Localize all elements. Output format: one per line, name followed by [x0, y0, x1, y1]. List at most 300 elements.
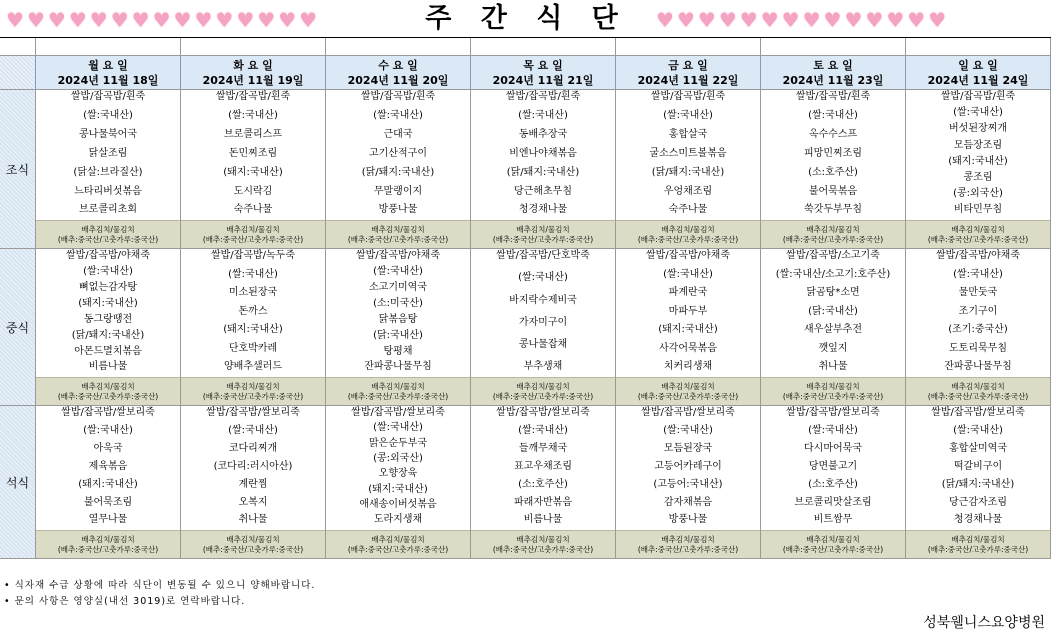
heart-icon: ♥	[907, 8, 926, 32]
menu-item: 바지락수제비국	[509, 294, 577, 306]
menu-items	[181, 90, 325, 220]
menu-item: 버섯된장찌개	[949, 123, 1007, 135]
menu-items	[616, 406, 760, 530]
day-header	[181, 56, 326, 90]
kimchi-note	[36, 530, 180, 558]
menu-items	[616, 90, 760, 220]
menu-cell	[761, 90, 906, 249]
menu-items	[906, 249, 1050, 377]
menu-item: 쌀밥/잡곡밥/흰죽	[940, 91, 1016, 102]
heart-icon: ♥	[865, 8, 884, 32]
menu-cell	[326, 249, 471, 406]
menu-item: (돼지:국내산)	[223, 324, 283, 336]
heart-icon: ♥	[823, 8, 842, 32]
heart-icon: ♥	[656, 8, 674, 32]
menu-cell	[906, 406, 1051, 559]
menu-cell	[471, 249, 616, 406]
menu-item: 열무나물	[88, 514, 128, 526]
menu-cell	[471, 406, 616, 559]
menu-item: 불어묵볶음	[808, 185, 858, 197]
kimchi-origin: (배추:중국산/고춧가루:중국산)	[57, 391, 159, 401]
menu-item: 근대국	[383, 128, 413, 140]
menu-item: 감자채볶음	[663, 496, 713, 508]
menu-item: 모듬장조림	[953, 139, 1003, 151]
menu-item: (돼지:국내산)	[223, 166, 283, 178]
menu-items	[906, 406, 1050, 530]
menu-item: (돼지:국내산)	[368, 483, 428, 495]
day-header	[616, 56, 761, 90]
menu-item: 새우살부추전	[804, 324, 862, 336]
kimchi-origin: (배추:중국산/고춧가루:중국산)	[347, 544, 449, 554]
heart-icon: ♥	[6, 8, 24, 32]
kimchi-origin: (배추:중국산/고춧가루:중국산)	[347, 391, 449, 401]
menu-item: (쌀:국내산)	[518, 109, 568, 121]
kimchi-name: 배추김치/물김치	[806, 535, 860, 544]
menu-item: (쌀:국내산)	[953, 424, 1003, 436]
kimchi-note	[326, 220, 470, 248]
menu-item: 돈까스	[238, 305, 268, 317]
menu-item: 동그랑땡전	[83, 313, 133, 325]
menu-item: (쌀:국내산)	[953, 268, 1003, 280]
menu-item: 무말랭이지	[373, 185, 423, 197]
menu-item: (쌀:국내산)	[373, 422, 423, 434]
menu-cell	[36, 249, 181, 406]
menu-item: 오복지	[238, 496, 268, 508]
menu-item: 쑥갓두부무침	[804, 204, 862, 216]
menu-item: (닭/돼지:국내산)	[361, 166, 435, 178]
kimchi-note	[616, 530, 760, 558]
day-name: 토 요 일	[813, 58, 853, 72]
kimchi-note	[761, 530, 905, 558]
menu-item: 쌀밥/잡곡밥/쌀보리죽	[496, 407, 590, 418]
menu-item: 애새송이버섯볶음	[359, 499, 437, 511]
menu-item: 쌀밥/잡곡밥/쌀보리죽	[641, 407, 735, 418]
heart-icon: ♥	[68, 8, 87, 32]
menu-item: 쌀밥/잡곡밥/쌀보리죽	[61, 407, 155, 418]
menu-item: 느타리버섯볶음	[74, 185, 142, 197]
kimchi-name: 배추김치/물김치	[951, 535, 1005, 544]
menu-cell	[761, 249, 906, 406]
menu-item: 다시마어묵국	[804, 442, 862, 454]
heart-icon: ♥	[781, 8, 800, 32]
menu-item: (고등어:국내산)	[653, 478, 723, 490]
menu-item: 청경채나물	[518, 204, 568, 216]
kimchi-name: 배추김치/물김치	[661, 535, 715, 544]
notes	[4, 578, 315, 610]
kimchi-note	[36, 220, 180, 248]
kimchi-note	[181, 220, 325, 248]
menu-item: 당근해초무침	[514, 185, 572, 197]
kimchi-name: 배추김치/물김치	[516, 535, 570, 544]
menu-items	[181, 249, 325, 377]
menu-item: (돼지:국내산)	[948, 155, 1008, 167]
menu-item: (소:호주산)	[808, 478, 858, 490]
kimchi-origin: (배추:중국산/고춧가루:중국산)	[782, 234, 884, 244]
kimchi-origin: (배추:중국산/고춧가루:중국산)	[637, 234, 739, 244]
menu-item: 맑은순두부국	[369, 437, 427, 449]
menu-table	[0, 37, 1051, 557]
menu-item: 쌀밥/잡곡밥/소고기죽	[786, 250, 880, 261]
day-date: 2024년 11월 19일	[202, 73, 304, 87]
menu-item: 도시락김	[233, 185, 273, 197]
kimchi-note	[471, 220, 615, 248]
menu-items	[326, 406, 470, 530]
day-date: 2024년 11월 22일	[637, 73, 739, 87]
menu-item: (쌀:국내산)	[83, 265, 133, 277]
menu-item: (돼지:국내산)	[78, 297, 138, 309]
note-line: • 식자재 수급 상황에 따라 식단이 변동될 수 있으니 양해바랍니다.	[4, 580, 316, 591]
day-date: 2024년 11월 24일	[927, 73, 1029, 87]
hearts-decoration-right	[656, 6, 946, 34]
menu-cell	[181, 406, 326, 559]
menu-cell	[471, 90, 616, 249]
menu-item: (쌀:국내산)	[518, 272, 568, 284]
menu-item: 닭곰탕*소면	[806, 287, 860, 299]
menu-cell	[906, 249, 1051, 406]
kimchi-note	[326, 377, 470, 405]
menu-item: 불어묵조림	[83, 496, 133, 508]
kimchi-origin: (배추:중국산/고춧가루:중국산)	[57, 234, 159, 244]
menu-item: 쌀밥/잡곡밥/야채죽	[935, 250, 1021, 261]
day-header	[761, 56, 906, 90]
menu-cell	[761, 406, 906, 559]
heart-icon: ♥	[299, 8, 318, 32]
heart-icon: ♥	[802, 8, 821, 32]
menu-item: 숙주나물	[668, 204, 708, 216]
kimchi-note	[906, 377, 1050, 405]
menu-item: 닭볶음탕	[378, 313, 418, 325]
kimchi-origin: (배추:중국산/고춧가루:중국산)	[927, 544, 1029, 554]
kimchi-note	[36, 377, 180, 405]
heart-icon: ♥	[26, 8, 45, 32]
heart-icon: ♥	[215, 8, 234, 32]
menu-item: 도라지생채	[373, 514, 423, 526]
heart-icon: ♥	[697, 8, 716, 32]
menu-item: 옥수수스프	[808, 128, 858, 140]
menu-items	[616, 249, 760, 377]
menu-item: 청경채나물	[953, 514, 1003, 526]
menu-item: (쌀:국내산)	[228, 109, 278, 121]
menu-item: 비름나물	[523, 514, 563, 526]
kimchi-name: 배추김치/물김치	[226, 225, 280, 234]
heart-icon: ♥	[760, 8, 779, 32]
menu-items	[471, 90, 615, 220]
menu-items	[326, 90, 470, 220]
kimchi-origin: (배추:중국산/고춧가루:중국산)	[782, 391, 884, 401]
kimchi-name: 배추김치/물김치	[951, 225, 1005, 234]
day-header	[471, 56, 616, 90]
heart-icon: ♥	[718, 8, 737, 32]
menu-item: 조기구이	[958, 305, 998, 317]
menu-item: (돼지:국내산)	[658, 324, 718, 336]
menu-item: 쌀밥/잡곡밥/흰죽	[650, 91, 726, 102]
menu-item: (코다리:러시아산)	[213, 460, 293, 472]
kimchi-note	[761, 220, 905, 248]
menu-item: 잔파콩나물무침	[364, 361, 432, 373]
menu-item: 도토리묵무침	[949, 342, 1007, 354]
menu-item: 아욱국	[93, 442, 123, 454]
meal-label: 중식	[0, 249, 36, 406]
menu-item: (닭:국내산)	[808, 305, 858, 317]
menu-item: 치커리생채	[663, 361, 713, 373]
spacer-cell	[471, 38, 616, 56]
kimchi-name: 배추김치/물김치	[951, 382, 1005, 391]
menu-cell	[616, 90, 761, 249]
menu-item: 홍합살국	[668, 128, 708, 140]
kimchi-note	[906, 220, 1050, 248]
day-header	[326, 56, 471, 90]
heart-icon: ♥	[89, 8, 108, 32]
menu-item: 동배추장국	[518, 128, 568, 140]
menu-item: 방풍나물	[668, 514, 708, 526]
menu-item: (쌀:국내산)	[83, 424, 133, 436]
kimchi-name: 배추김치/물김치	[516, 382, 570, 391]
spacer-cell	[0, 38, 36, 56]
menu-item: (쌀:국내산)	[83, 109, 133, 121]
menu-item: 쌀밥/잡곡밥/흰죽	[360, 91, 436, 102]
spacer-cell	[906, 38, 1051, 56]
kimchi-origin: (배추:중국산/고춧가루:중국산)	[202, 391, 304, 401]
day-name: 수 요 일	[378, 58, 418, 72]
hospital-name: 성북웰니스요양병원	[923, 615, 1045, 631]
menu-item: 단호박카레	[228, 342, 278, 354]
menu-item: (쌀:국내산)	[663, 109, 713, 121]
menu-item: 비엔나야채볶음	[509, 147, 577, 159]
menu-item: 콩나물잡채	[518, 339, 568, 351]
day-name: 목 요 일	[523, 58, 563, 72]
menu-item: (쌀:국내산)	[663, 424, 713, 436]
heart-icon: ♥	[928, 8, 947, 32]
kimchi-origin: (배추:중국산/고춧가루:중국산)	[202, 544, 304, 554]
menu-item: 계란찜	[238, 478, 268, 490]
menu-item: (닭:국내산)	[373, 329, 423, 341]
menu-cell	[181, 90, 326, 249]
menu-item: (쌀:국내산)	[808, 424, 858, 436]
menu-item: 오향장육	[378, 468, 418, 480]
menu-item: (닭/돼지:국내산)	[71, 329, 145, 341]
meal-label: 조식	[0, 90, 36, 249]
menu-item: (쌀:국내산)	[228, 424, 278, 436]
menu-item: 제육볶음	[88, 460, 128, 472]
menu-item: (쌀:국내산)	[373, 265, 423, 277]
menu-item: (쌀:국내산)	[808, 109, 858, 121]
spacer-cell	[181, 38, 326, 56]
menu-item: 가자미구이	[518, 316, 568, 328]
menu-item: 탕평채	[383, 345, 413, 357]
day-name: 일 요 일	[958, 58, 998, 72]
heart-icon: ♥	[131, 8, 150, 32]
kimchi-origin: (배추:중국산/고춧가루:중국산)	[637, 544, 739, 554]
menu-item: 뼈없는감자탕	[79, 281, 137, 293]
heart-icon: ♥	[152, 8, 171, 32]
heart-icon: ♥	[194, 8, 213, 32]
menu-item: 돈민찌조림	[228, 147, 278, 159]
kimchi-name: 배추김치/물김치	[226, 382, 280, 391]
menu-items	[36, 406, 180, 530]
menu-item: (쌀:국내산)	[228, 268, 278, 280]
menu-item: 취나물	[238, 514, 268, 526]
menu-item: 미소된장국	[228, 287, 278, 299]
heart-icon: ♥	[739, 8, 758, 32]
menu-item: 브로콜리초회	[79, 204, 137, 216]
kimchi-name: 배추김치/물김치	[661, 225, 715, 234]
heart-icon: ♥	[257, 8, 276, 32]
menu-item: 들깨무채국	[518, 442, 568, 454]
menu-items	[181, 406, 325, 530]
kimchi-name: 배추김치/물김치	[806, 382, 860, 391]
day-name: 금 요 일	[668, 58, 708, 72]
heart-icon: ♥	[278, 8, 297, 32]
page-title: 주 간 식 단	[425, 3, 628, 34]
menu-item: (콩:외국산)	[373, 453, 423, 465]
day-date: 2024년 11월 18일	[57, 73, 159, 87]
kimchi-origin: (배추:중국산/고춧가루:중국산)	[927, 391, 1029, 401]
kimchi-note	[181, 530, 325, 558]
menu-item: (소:호주산)	[808, 166, 858, 178]
heart-icon: ♥	[676, 8, 695, 32]
kimchi-note	[616, 377, 760, 405]
meal-label: 석식	[0, 406, 36, 559]
menu-items	[36, 90, 180, 220]
menu-cell	[36, 406, 181, 559]
menu-item: 홍합살미역국	[949, 442, 1007, 454]
day-header	[906, 56, 1051, 90]
menu-item: 부추생채	[523, 361, 563, 373]
kimchi-origin: (배추:중국산/고춧가루:중국산)	[57, 544, 159, 554]
menu-item: 쌀밥/잡곡밥/단호박죽	[496, 250, 590, 261]
menu-item: 숙주나물	[233, 204, 273, 216]
spacer-cell	[36, 38, 181, 56]
kimchi-name: 배추김치/물김치	[806, 225, 860, 234]
kimchi-name: 배추김치/물김치	[81, 382, 135, 391]
menu-items	[471, 406, 615, 530]
note-line: • 문의 사항은 영양실(내선 3019)로 연락바랍니다.	[4, 596, 246, 607]
kimchi-name: 배추김치/물김치	[226, 535, 280, 544]
menu-items	[761, 249, 905, 377]
menu-item: 물만둣국	[958, 287, 998, 299]
menu-item: 비트쌈무	[813, 514, 853, 526]
day-date: 2024년 11월 21일	[492, 73, 594, 87]
kimchi-name: 배추김치/물김치	[81, 535, 135, 544]
menu-item: 쌀밥/잡곡밥/흰죽	[70, 91, 146, 102]
day-name: 월 요 일	[88, 58, 128, 72]
menu-items	[326, 249, 470, 377]
kimchi-note	[761, 377, 905, 405]
menu-item: 표고우채조림	[514, 460, 572, 472]
menu-item: 굴소스미트볼볶음	[649, 147, 727, 159]
menu-item: 양배추샐러드	[224, 361, 282, 373]
menu-item: (쌀:국내산)	[518, 424, 568, 436]
kimchi-origin: (배추:중국산/고춧가루:중국산)	[492, 234, 594, 244]
heart-icon: ♥	[47, 8, 66, 32]
menu-item: (쌀:국내산)	[373, 109, 423, 121]
kimchi-note	[471, 530, 615, 558]
menu-item: 쌀밥/잡곡밥/흰죽	[795, 91, 871, 102]
kimchi-name: 배추김치/물김치	[371, 535, 425, 544]
menu-item: 브로콜리스프	[224, 128, 282, 140]
kimchi-note	[471, 377, 615, 405]
menu-item: (쌀:국내산/소고기:호주산)	[775, 268, 891, 280]
menu-item: 잔파콩나물무침	[944, 361, 1012, 373]
kimchi-name: 배추김치/물김치	[371, 225, 425, 234]
menu-item: (쌀:국내산)	[663, 268, 713, 280]
kimchi-origin: (배추:중국산/고춧가루:중국산)	[782, 544, 884, 554]
kimchi-origin: (배추:중국산/고춧가루:중국산)	[927, 234, 1029, 244]
menu-cell	[906, 90, 1051, 249]
menu-item: (닭/돼지:국내산)	[651, 166, 725, 178]
menu-item: 방풍나물	[378, 204, 418, 216]
kimchi-origin: (배추:중국산/고춧가루:중국산)	[347, 234, 449, 244]
menu-item: (콩:외국산)	[953, 188, 1003, 200]
menu-item: 피망민찌조림	[804, 147, 862, 159]
menu-item: 쌀밥/잡곡밥/흰죽	[505, 91, 581, 102]
menu-item: (쌀:국내산)	[953, 107, 1003, 119]
menu-cell	[181, 249, 326, 406]
menu-items	[906, 90, 1050, 220]
menu-item: 당근감자조림	[949, 496, 1007, 508]
kimchi-note	[906, 530, 1050, 558]
day-date: 2024년 11월 20일	[347, 73, 449, 87]
menu-item: 파계란국	[668, 287, 708, 299]
menu-item: 쌀밥/잡곡밥/쌀보리죽	[351, 407, 445, 418]
menu-items	[36, 249, 180, 377]
menu-item: 고등어카레구이	[654, 460, 722, 472]
kimchi-name: 배추김치/물김치	[81, 225, 135, 234]
menu-items	[761, 90, 905, 220]
day-name: 화 요 일	[233, 58, 273, 72]
menu-item: (닭/돼지:국내산)	[941, 478, 1015, 490]
menu-cell	[616, 406, 761, 559]
menu-item: (조기:중국산)	[948, 324, 1008, 336]
menu-item: 모듬된장국	[663, 442, 713, 454]
menu-item: 쌀밥/잡곡밥/쌀보리죽	[786, 407, 880, 418]
menu-item: 쌀밥/잡곡밥/녹두죽	[210, 250, 296, 261]
menu-item: 쌀밥/잡곡밥/흰죽	[215, 91, 291, 102]
heart-icon: ♥	[110, 8, 129, 32]
menu-items	[761, 406, 905, 530]
menu-item: 비름나물	[88, 361, 128, 373]
menu-item: (닭/돼지:국내산)	[506, 166, 580, 178]
spacer-cell	[326, 38, 471, 56]
kimchi-origin: (배추:중국산/고춧가루:중국산)	[492, 544, 594, 554]
menu-item: 취나물	[818, 361, 848, 373]
menu-item: 쌀밥/잡곡밥/쌀보리죽	[931, 407, 1025, 418]
day-header	[36, 56, 181, 90]
menu-item: 코다리찌개	[228, 442, 278, 454]
kimchi-origin: (배추:중국산/고춧가루:중국산)	[492, 391, 594, 401]
menu-items	[471, 249, 615, 377]
menu-cell	[326, 90, 471, 249]
menu-item: 마파두부	[668, 305, 708, 317]
kimchi-note	[616, 220, 760, 248]
kimchi-origin: (배추:중국산/고춧가루:중국산)	[202, 234, 304, 244]
heart-icon: ♥	[173, 8, 192, 32]
menu-item: (소:미국산)	[373, 297, 423, 309]
menu-item: 고기산적구이	[369, 147, 427, 159]
menu-item: 쌀밥/잡곡밥/야채죽	[355, 250, 441, 261]
heart-icon: ♥	[886, 8, 905, 32]
menu-cell	[36, 90, 181, 249]
kimchi-name: 배추김치/물김치	[516, 225, 570, 234]
menu-item: 쌀밥/잡곡밥/야채죽	[645, 250, 731, 261]
menu-item: 떡갈비구이	[953, 460, 1003, 472]
kimchi-origin: (배추:중국산/고춧가루:중국산)	[637, 391, 739, 401]
menu-item: 콩나물북어국	[79, 128, 137, 140]
menu-item: 깻잎지	[818, 342, 848, 354]
menu-item: 브로콜리맛살조림	[794, 496, 872, 508]
heart-icon: ♥	[844, 8, 863, 32]
menu-item: 닭살조림	[88, 147, 128, 159]
